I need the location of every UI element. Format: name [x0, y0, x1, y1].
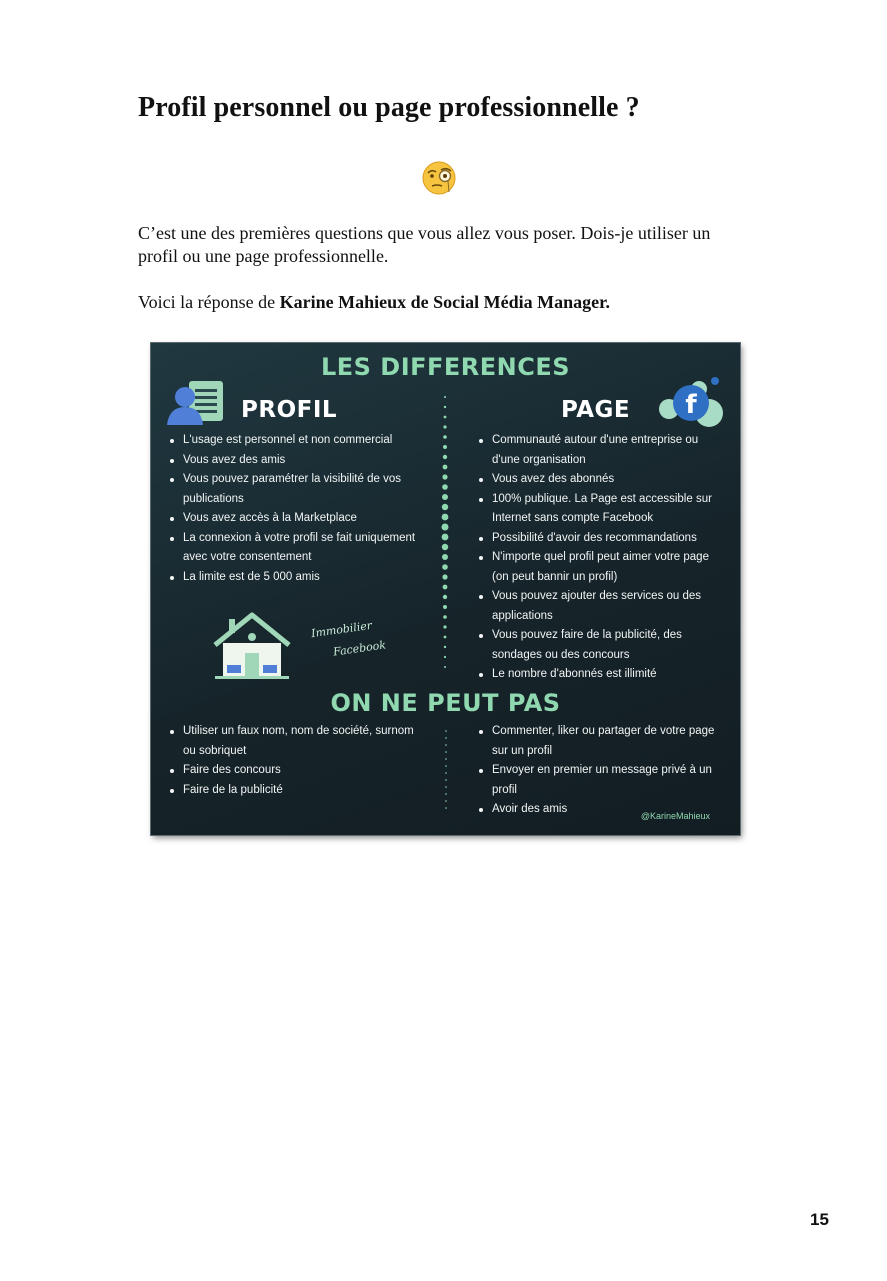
intro-paragraph: C’est une des premières questions que vous allez vous poser. Dois-je utiliser un profil ou une page professionnelle.: [138, 223, 711, 266]
list-item: Vous avez des amis: [169, 451, 424, 471]
list-item: Vous avez accès à la Marketplace: [169, 509, 424, 529]
list-item: 100% publique. La Page est accessible sur Internet sans compte Facebook: [478, 490, 728, 529]
list-item: Vous pouvez ajouter des services ou des applications: [478, 587, 728, 626]
list-item: Le nombre d'abonnés est illimité: [478, 665, 728, 685]
list-item: Faire des concours: [169, 761, 419, 781]
author-credit: @KarineMahieux: [640, 811, 710, 821]
list-item: Communauté autour d'une entreprise ou d'une organisation: [478, 431, 728, 470]
list-item: Faire de la publicité: [169, 781, 419, 801]
page-title: Profil personnel ou page professionnelle ?: [138, 92, 640, 123]
ne-peut-pas-right-list: [478, 722, 730, 820]
list-item: Vous pouvez paramétrer la visibilité de vos publications: [169, 470, 424, 509]
answer-author: Karine Mahieux de Social Média Manager.: [279, 292, 610, 312]
dotted-divider: [440, 393, 450, 673]
differences-infographic: [151, 343, 740, 835]
infographic-title: LES DIFFERENCES: [320, 353, 571, 381]
list-item: Vous pouvez faire de la publicité, des sondages ou des concours: [478, 626, 728, 665]
list-item: Commenter, liker ou partager de votre page sur un profil: [478, 722, 730, 761]
list-item: Avoir des amis: [478, 800, 730, 820]
facebook-icon: [657, 373, 723, 433]
ne-peut-pas-heading: ON NE PEUT PAS: [330, 689, 561, 717]
list-item: Vous avez des abonnés: [478, 470, 728, 490]
page-list: [478, 431, 728, 685]
svg-text:f: f: [685, 390, 697, 420]
dotted-divider-bottom: [444, 728, 448, 813]
profil-list: [169, 431, 424, 587]
face-with-monocle-icon: [421, 160, 457, 196]
page-number: 15: [810, 1210, 829, 1229]
list-item: Possibilité d'avoir des recommandations: [478, 529, 728, 549]
script-text-facebook: Facebook: [332, 638, 387, 659]
ne-peut-pas-left-list: [169, 722, 419, 800]
answer-prefix: Voici la réponse de: [138, 292, 280, 312]
house-icon: [211, 611, 293, 681]
script-text-immobilier: Immobilier: [310, 618, 373, 641]
list-item: N'importe quel profil peut aimer votre page (on peut bannir un profil): [478, 548, 728, 587]
list-item: La limite est de 5 000 amis: [169, 568, 424, 588]
page-heading: PAGE: [561, 397, 631, 423]
list-item: Envoyer en premier un message privé à un profil: [478, 761, 730, 800]
list-item: La connexion à votre profil se fait uniquement avec votre consentement: [169, 529, 424, 568]
profil-heading: PROFIL: [241, 397, 338, 423]
list-item: Utiliser un faux nom, nom de société, surnom ou sobriquet: [169, 722, 419, 761]
list-item: L'usage est personnel et non commercial: [169, 431, 424, 451]
answer-paragraph: [138, 291, 738, 314]
user-profile-icon: [167, 379, 227, 427]
